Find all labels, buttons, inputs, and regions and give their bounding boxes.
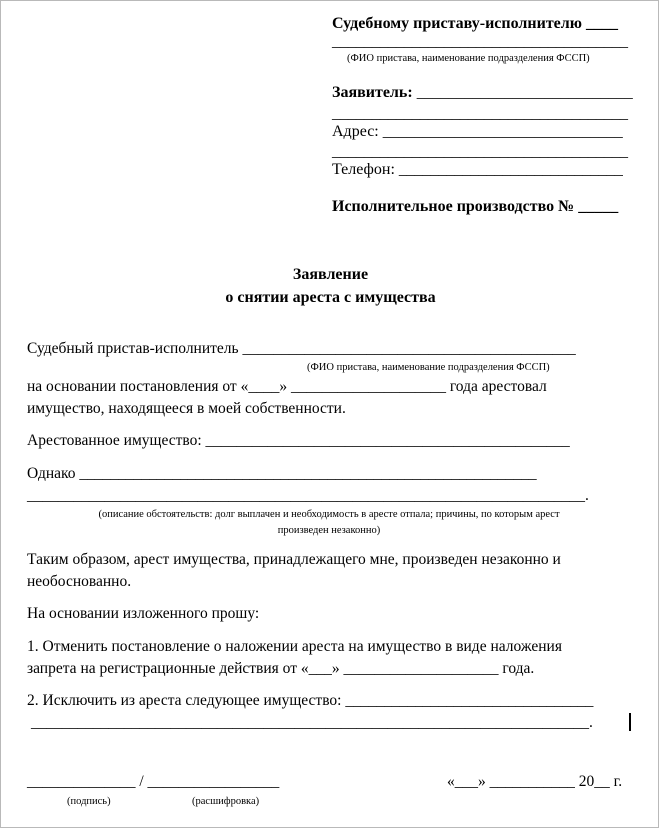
signature-caption: (подпись) <box>67 796 111 807</box>
applicant-line <box>332 84 633 102</box>
applicant-label: Заявитель: <box>332 84 413 101</box>
text-cursor <box>629 713 631 731</box>
addressee-blank: _____________________________________ <box>332 33 628 50</box>
date-line: «___» ___________ 20__ г. <box>447 773 623 790</box>
document-title: Заявление <box>292 266 369 283</box>
document-subtitle: о снятии ареста с имущества <box>225 289 436 306</box>
conclusion-line-2: необоснованно. <box>27 573 132 590</box>
address-line: Адрес: ______________________________ <box>332 123 623 140</box>
request-item-2-line-1: 2. Исключить из ареста следующее имущество: ________________________________ <box>27 692 594 709</box>
applicant-blank-2: _____________________________________ <box>332 105 628 122</box>
request-item-2-line-2: ________________________________________________________________________. <box>31 714 593 731</box>
request-intro: На основании изложенного прошу: <box>27 605 260 622</box>
addressee-caption: (ФИО пристава, наименование подразделения ФССП) <box>347 53 590 64</box>
however-caption-2: произведен незаконно) <box>277 525 381 536</box>
bailiff-line: Судебный пристав-исполнитель ___________________________________________ <box>27 340 576 357</box>
signature-line: ______________ / _________________ <box>27 773 280 790</box>
decoding-caption: (расшифровка) <box>192 796 260 807</box>
conclusion-line-1: Таким образом, арест имущества, принадлежащего мне, произведен незаконно и <box>27 551 561 568</box>
proceeding-number: Исполнительное производство № _____ <box>332 198 619 215</box>
however-line-1: Однако ___________________________________________________________ <box>27 465 537 482</box>
address-blank: _____________________________________ <box>332 143 628 160</box>
applicant-blank: ___________________________ <box>412 84 633 101</box>
arrested-property-line: Арестованное имущество: _______________________________________________ <box>27 432 570 449</box>
phone-line: Телефон: ____________________________ <box>332 161 623 178</box>
however-line-2: ________________________________________________________________________. <box>27 487 589 504</box>
addressee-line: Судебному приставу-исполнителю ____ <box>332 15 618 32</box>
request-item-1-line-1: 1. Отменить постановление о наложении ареста на имущество в виде наложения <box>27 638 562 655</box>
request-item-1-line-2: запрета на регистрационные действия от «___» ____________________ года. <box>27 660 535 677</box>
decree-line-1: на основании постановления от «____» ____________________ года арестовал <box>27 378 547 395</box>
however-caption-1: (описание обстоятельств: долг выплачен и необходимость в аресте отпала; причины, по которым арест <box>98 509 560 520</box>
decree-line-2: имущество, находящееся в моей собственности. <box>27 400 346 417</box>
bailiff-caption: (ФИО пристава, наименование подразделения ФССП) <box>307 362 550 373</box>
